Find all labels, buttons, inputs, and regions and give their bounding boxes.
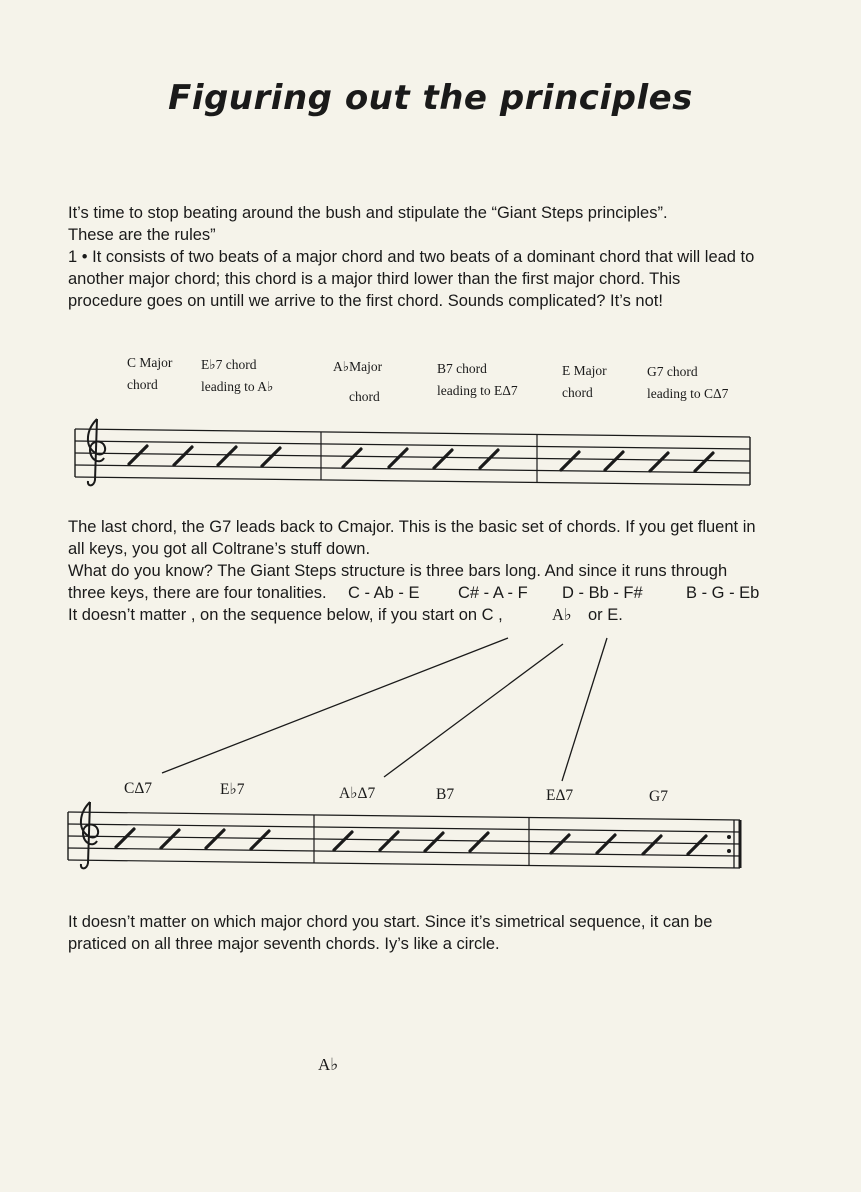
staff1-label: E♭7 chord leading to A♭ xyxy=(201,357,274,394)
intro-line: another major chord; this chord is a major third lower than the first major chord. This xyxy=(68,270,681,288)
tonality: D - Bb - F# xyxy=(562,584,643,602)
staff2-chord: A♭Δ7 xyxy=(339,785,376,802)
staff-2 xyxy=(68,802,740,868)
tonalities-line: three keys, there are four tonalities. C - Ab - E C# - A - F D - Bb - F# B - G - Eb xyxy=(68,584,760,602)
intro-line: It’s time to stop beating around the bush and stipulate the “Giant Steps principles”. xyxy=(68,204,668,222)
tonality: C - Ab - E xyxy=(348,584,420,602)
intro-line: These are the rules” xyxy=(68,226,216,244)
middle-line: What do you know? The Giant Steps structure is three bars long. And since it runs through xyxy=(68,562,728,580)
staff2-chord: B7 xyxy=(436,786,455,803)
staff2-chord: EΔ7 xyxy=(546,787,574,804)
rhythm-slashes xyxy=(116,829,706,854)
closing-line: It doesn’t matter on which major chord you start. Since it’s simetrical sequence, it can be xyxy=(68,913,713,931)
tonality: C# - A - F xyxy=(458,584,528,602)
staff1-label: E Major chord xyxy=(562,363,607,400)
footer-chord-symbol: A♭ xyxy=(318,1055,339,1074)
staff1-label: B7 chord leading to EΔ7 xyxy=(437,361,518,398)
staff1-label: A♭Major chord xyxy=(333,359,383,404)
closing-line: praticed on all three major seventh chords. Iy’s like a circle. xyxy=(68,935,500,953)
page-title: Figuring out the principles xyxy=(168,78,693,118)
middle-line: The last chord, the G7 leads back to Cmajor. This is the basic set of chords. If you get fluent in xyxy=(68,518,756,536)
staff1-label: C Major chord xyxy=(127,355,173,392)
staff1-label: G7 chord leading to CΔ7 xyxy=(647,364,729,401)
connector-lines xyxy=(162,638,607,781)
middle-line: all keys, you got all Coltrane’s stuff down. xyxy=(68,540,371,558)
staff2-chord: E♭7 xyxy=(220,781,245,798)
staff-1 xyxy=(75,419,750,485)
staff2-chord: CΔ7 xyxy=(124,780,153,797)
start-line: It doesn’t matter , on the sequence below, if you start on C , A♭ or E. xyxy=(68,605,623,624)
intro-line: procedure goes on untill we arrive to the first chord. Sounds complicated? It’s not! xyxy=(68,292,663,310)
tonality: B - G - Eb xyxy=(686,584,760,602)
staff2-chord: G7 xyxy=(649,788,668,805)
intro-line: 1 • It consists of two beats of a major chord and two beats of a dominant chord that will lead to xyxy=(68,248,755,266)
